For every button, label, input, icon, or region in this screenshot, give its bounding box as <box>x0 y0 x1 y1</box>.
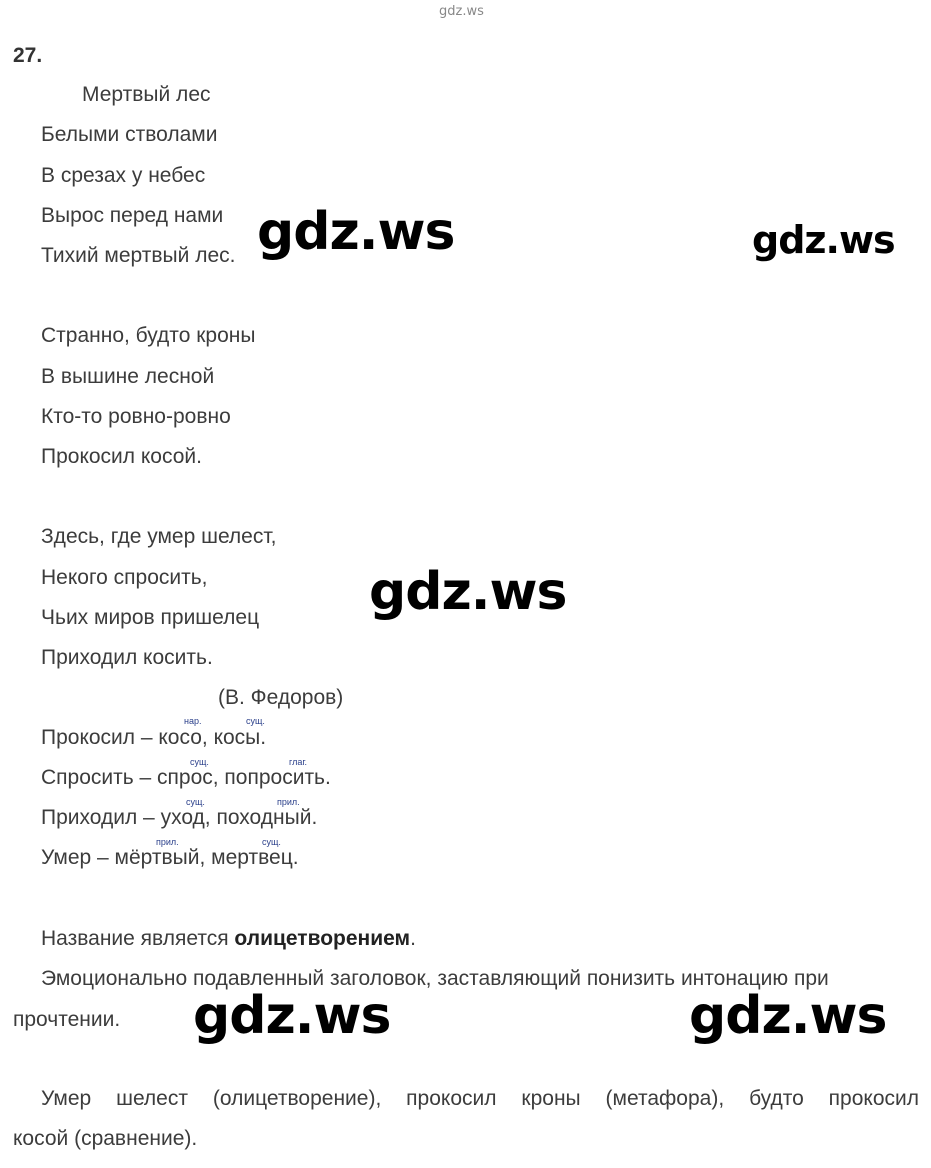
watermark: gdz.ws <box>193 986 391 1046</box>
pos-note: прил. <box>277 797 300 807</box>
poem-line: Чьих миров пришелец <box>41 606 260 629</box>
poem-title: Мертвый лес <box>82 83 211 106</box>
pos-note: прил. <box>156 837 179 847</box>
poem-line: Белыми стволами <box>41 123 218 146</box>
word-root-line: Умер – мёртвый, мертвец. <box>41 846 299 869</box>
mood-analysis-line: Эмоционально подавленный заголовок, заставляющий понизить интонацию при <box>41 967 829 990</box>
watermark: gdz.ws <box>369 562 567 622</box>
devices-analysis-line: косой (сравнение). <box>13 1127 198 1150</box>
poem-line: Кто-то ровно-ровно <box>41 405 231 428</box>
title-analysis-suffix: . <box>410 927 416 950</box>
word-root-line: Спросить – спрос, попросить. <box>41 766 331 789</box>
poem-line: Здесь, где умер шелест, <box>41 525 277 548</box>
poem-line: Тихий мертвый лес. <box>41 244 236 267</box>
title-analysis-term: олицетворением <box>234 927 411 950</box>
poem-line: Прокосил косой. <box>41 445 202 468</box>
poem-line: Вырос перед нами <box>41 204 224 227</box>
exercise-number: 27. <box>13 44 43 67</box>
word-root-line: Приходил – уход, походный. <box>41 806 318 829</box>
pos-note: глаг. <box>289 757 308 767</box>
poem-line: Странно, будто кроны <box>41 324 256 347</box>
devices-analysis-line: Умер шелест (олицетворение), прокосил кроны (метафора), будто прокосил <box>41 1087 919 1110</box>
pos-note: сущ. <box>186 797 205 807</box>
title-analysis <box>41 927 416 951</box>
pos-note: сущ. <box>246 716 265 726</box>
poem-line: Некого спросить, <box>41 566 208 589</box>
pos-note: сущ. <box>190 757 209 767</box>
watermark-top: gdz.ws <box>439 4 484 19</box>
poem-line: В срезах у небес <box>41 164 206 187</box>
watermark: gdz.ws <box>752 218 895 262</box>
watermark: gdz.ws <box>689 986 887 1046</box>
mood-analysis-line: прочтении. <box>13 1008 121 1031</box>
pos-note: сущ. <box>262 837 281 847</box>
watermark: gdz.ws <box>257 202 455 262</box>
word-root-line: Прокосил – косо, косы. <box>41 726 267 749</box>
poem-author: (В. Федоров) <box>218 686 344 709</box>
title-analysis-prefix: Название является <box>41 927 235 950</box>
pos-note: нар. <box>184 716 202 726</box>
poem-line: В вышине лесной <box>41 365 215 388</box>
poem-line: Приходил косить. <box>41 646 213 669</box>
